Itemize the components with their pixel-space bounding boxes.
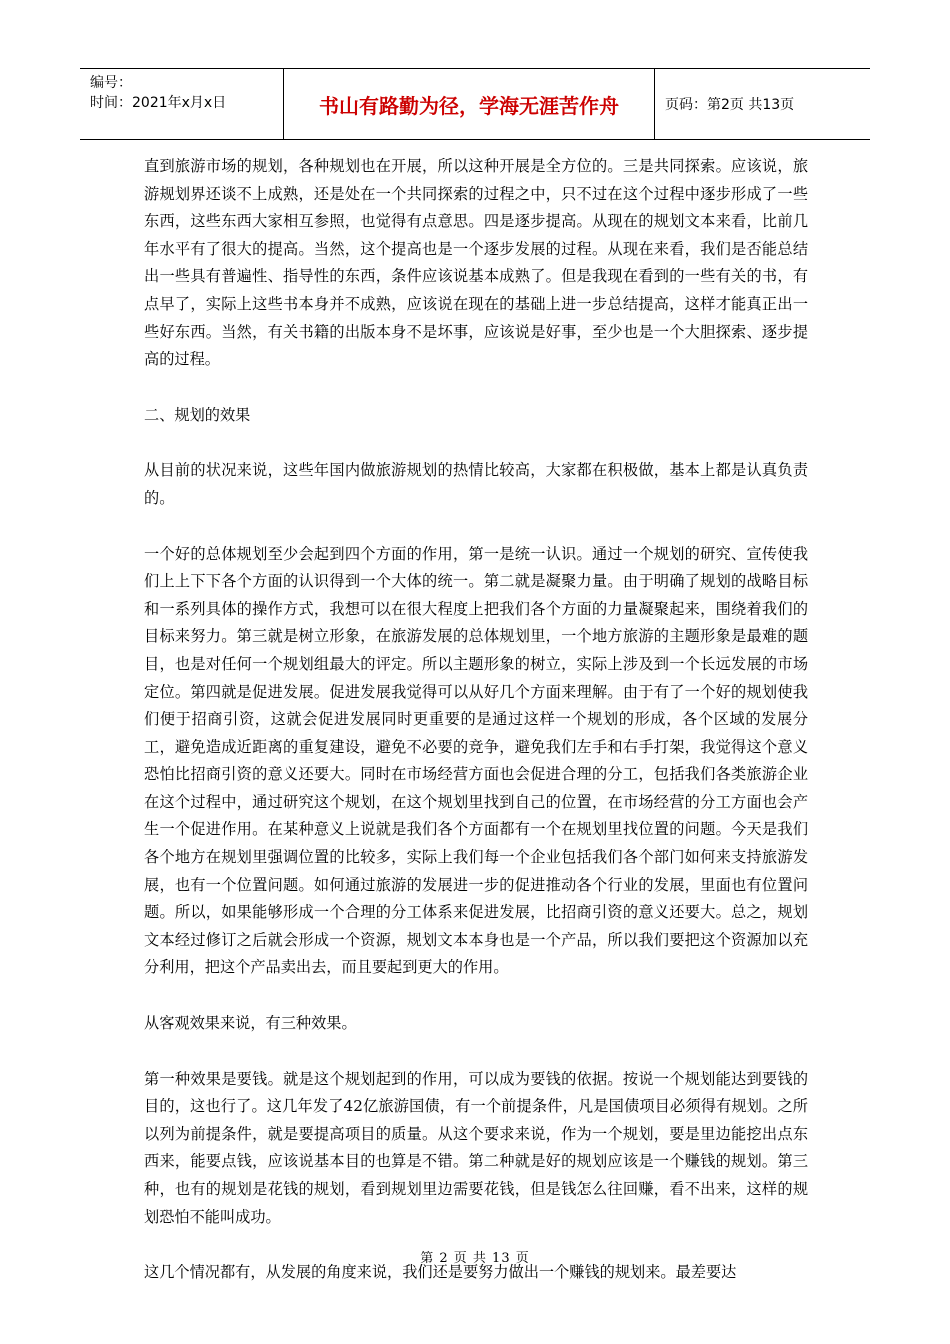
document-time-label: 时间：2021年x月x日 (90, 95, 227, 111)
header-page-info: 页码：第2页 共13页 (665, 97, 795, 113)
paragraph: 从客观效果来说，有三种效果。 (144, 1014, 357, 1033)
paragraph: 一个好的总体规划至少会起到四个方面的作用，第一是统一认识。通过一个规划的研究、宣传使我们上上下下各个方面的认识得到一个大体的统一。第二就是凝聚力量。由于明确了规划的战略目标和一系列具体的操作方式，我想可以在很大程度上把我们各个方面的力量凝聚起来，围绕着我们的目标来努力。第三就是树立形象，在旅游发展的总体规划里，一个地方旅游的主题形象是最难的题目，也是对任何一个规划组最大的评定。所以主题形象的树立，实际上涉及到一个长远发展的市场定位。第四就是促进发展。促进发展我觉得可以从好几个方面来理解。由于有了一个好的规划使我们便于招商引资，这就会促进发展同时更重要的是通过这样一个规划的形成，各个区域的发展分工，避免造成近距离的重复建设，避免不必要的竞争，避免我们左手和右手打架，我觉得这个意义恐怕比招商引资的意义还要大。同时在市场经营方面也会促进合理的分工，包括我们各类旅游企业在这个过程中，通过研究这个规划，在这个规划里找到自己的位置，在市场经营的分工方面也会产生一个促进作用。在某种意义上说就是我们各个方面都有一个在规划里找位置的问题。今天是我们各个地方在规划里强调位置的比较多，实际上我们每一个企业包括我们各个部门如何来支持旅游发展，也有一个位置问题。如何通过旅游的发展进一步的促进推动各个行业的发展，里面也有位置问题。所以，如果能够形成一个合理的分工体系来促进发展，比招商引资的意义还要大。总之，规划文本经过修订之后就会形成一个资源，规划文本本身也是一个产品，所以我们要把这个资源加以充分利用，把这个产品卖出去，而且要起到更大的作用。 (144, 544, 808, 977)
paragraph: 第一种效果是要钱。就是这个规划起到的作用，可以成为要钱的依据。按说一个规划能达到要钱的目的，这也行了。这几年发了42亿旅游国债，有一个前提条件，凡是国债项目必须得有规划。之所以列为前提条件，就是要提高项目的质量。从这个要求来说，作为一个规划，要是里边能挖出点东西来，能要点钱，应该说基本目的也算是不错。第二种就是好的规划应该是一个赚钱的规划。第三种，也有的规划是花钱的规划，看到规划里边需要花钱，但是钱怎么往回赚，看不出来，这样的规划恐怕不能叫成功。 (144, 1069, 808, 1226)
page-footer: 第 2 页 共 13 页 (420, 1251, 530, 1266)
header-table (80, 68, 870, 140)
header-meta-cell (80, 69, 284, 139)
paragraph: 这几个情况都有，从发展的角度来说，我们还是要努力做出一个赚钱的规划来。最差要达 (144, 1263, 737, 1282)
paragraph: 从目前的状况来说，这些年国内做旅游规划的热情比较高，大家都在积极做，基本上都是认真负责的。 (144, 461, 808, 507)
section-heading: 二、规划的效果 (144, 405, 251, 424)
header-motto: 书山有路勤为径，学海无涯苦作舟 (284, 69, 655, 139)
document-number-label: 编号： (90, 75, 132, 91)
document-body (144, 153, 808, 1287)
paragraph-continuation: 直到旅游市场的规划，各种规划也在开展，所以这种开展是全方位的。三是共同探索。应该说，旅游规划界还谈不上成熟，还是处在一个共同探索的过程之中，只不过在这个过程中逐步形成了一些东西，这些东西大家相互参照，也觉得有点意思。四是逐步提高。从现在的规划文本来看，比前几年水平有了很大的提高。当然，这个提高也是一个逐步发展的过程。从现在来看，我们是否能总结出一些具有普遍性、指导性的东西，条件应该说基本成熟了。但是我现在看到的一些有关的书，有点早了，实际上这些书本身并不成熟，应该说在现在的基础上进一步总结提高，这样才能真正出一些好东西。当然，有关书籍的出版本身不是坏事，应该说是好事，至少也是一个大胆探索、逐步提高的过程。 (144, 157, 808, 369)
